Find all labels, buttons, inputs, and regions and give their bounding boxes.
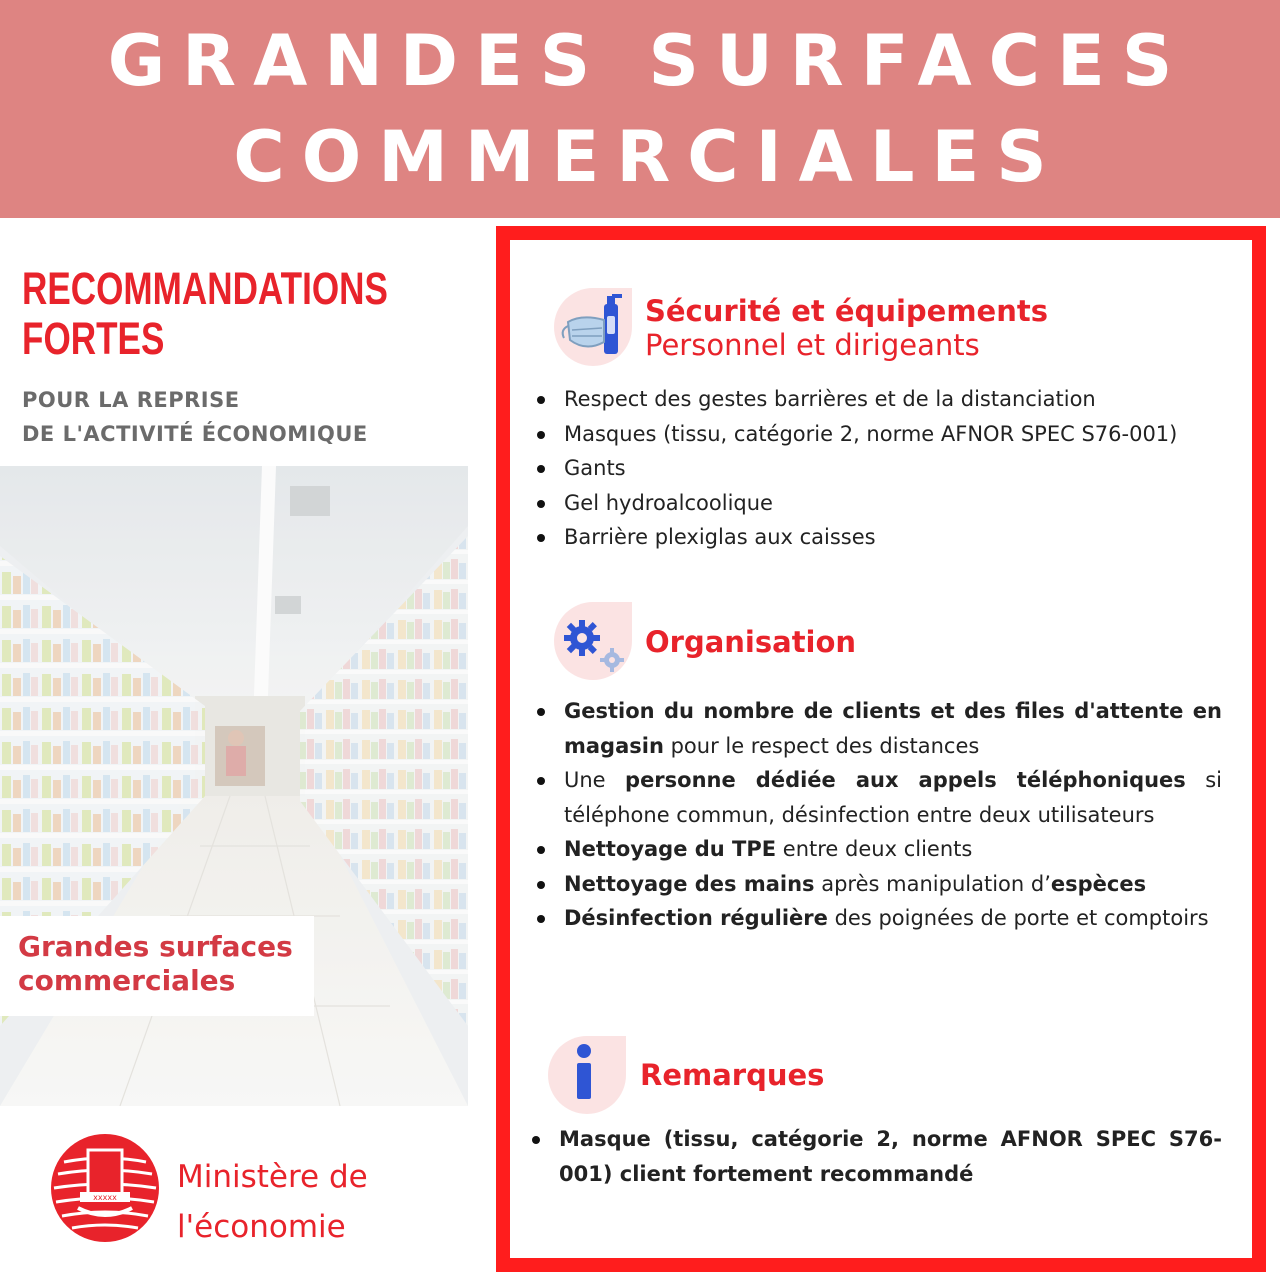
list-item-text: entre deux clients <box>776 837 973 861</box>
list-item: Barrière plexiglas aux caisses <box>536 520 1236 555</box>
list-item-text: après manipulation d’ <box>814 871 1051 896</box>
recommendations-title <box>22 264 459 364</box>
securite-list <box>536 382 1236 555</box>
section-securite-title: Sécurité et équipements <box>645 294 1048 328</box>
recommendations-title-line2: FORTES <box>22 313 165 364</box>
banner-title-line1: GRANDES SURFACES <box>107 20 1190 102</box>
organisation-list <box>536 694 1222 936</box>
ministry-seal-icon <box>50 1132 160 1244</box>
list-item <box>536 901 1222 936</box>
banner-title-line2: COMMERCIALES <box>233 116 1064 198</box>
top-banner <box>0 0 1280 218</box>
recommendations-subtitle <box>22 383 462 451</box>
list-item <box>536 763 1222 832</box>
list-item-bold: Désinfection régulière <box>564 906 828 930</box>
info-icon <box>546 1034 628 1116</box>
photo-caption-line2: commerciales <box>18 964 236 997</box>
gears-icon <box>552 600 634 682</box>
section-securite-subtitle: Personnel et dirigeants <box>645 328 980 362</box>
list-item: Gants <box>536 451 1236 486</box>
list-item <box>536 694 1222 763</box>
section-remarques-title: Remarques <box>640 1058 825 1092</box>
svg-text:xxxxx: xxxxx <box>93 1193 117 1202</box>
list-item <box>536 867 1222 902</box>
list-item: Respect des gestes barrières et de la distanciation <box>536 382 1236 417</box>
ministry-block <box>50 1132 470 1252</box>
list-item <box>536 832 1222 867</box>
list-item: Masques (tissu, catégorie 2, norme AFNOR SPEC S76-001) <box>536 417 1236 452</box>
list-item: Masque (tissu, catégorie 2, norme AFNOR SPEC S76-001) client fortement recommandé <box>531 1122 1222 1191</box>
ministry-name <box>177 1152 368 1252</box>
photo-caption-line1: Grandes surfaces <box>18 930 293 963</box>
section-organisation-title: Organisation <box>645 625 857 659</box>
remarques-list <box>531 1122 1222 1191</box>
list-item-bold: espèces <box>1050 871 1147 896</box>
recommendations-subtitle-line2: DE L'ACTIVITÉ ÉCONOMIQUE <box>22 422 368 446</box>
list-item-text: si téléphone commun, désinfection entre deux utilisateurs <box>564 768 1222 827</box>
list-item-bold: Nettoyage des mains <box>564 871 815 896</box>
mask-and-sanitizer-icon <box>552 286 634 368</box>
ministry-name-line1: Ministère de <box>177 1159 368 1195</box>
list-item-text: pour le respect des distances <box>663 733 980 758</box>
photo-caption <box>0 916 314 1016</box>
recommendations-title-line1: RECOMMANDATIONS <box>22 263 388 314</box>
list-item-text: Une <box>564 768 626 792</box>
list-item-text: des poignées de porte et comptoirs <box>827 906 1209 930</box>
list-item: Gel hydroalcoolique <box>536 486 1236 521</box>
list-item-bold: Nettoyage du TPE <box>564 837 777 861</box>
ministry-name-line2: l'économie <box>177 1209 346 1245</box>
list-item-bold: Gestion du nombre de clients et des files d'attente en magasin <box>564 699 1222 758</box>
recommendations-subtitle-line1: POUR LA REPRISE <box>22 388 240 412</box>
list-item-bold: personne dédiée aux appels téléphoniques <box>625 768 1186 792</box>
